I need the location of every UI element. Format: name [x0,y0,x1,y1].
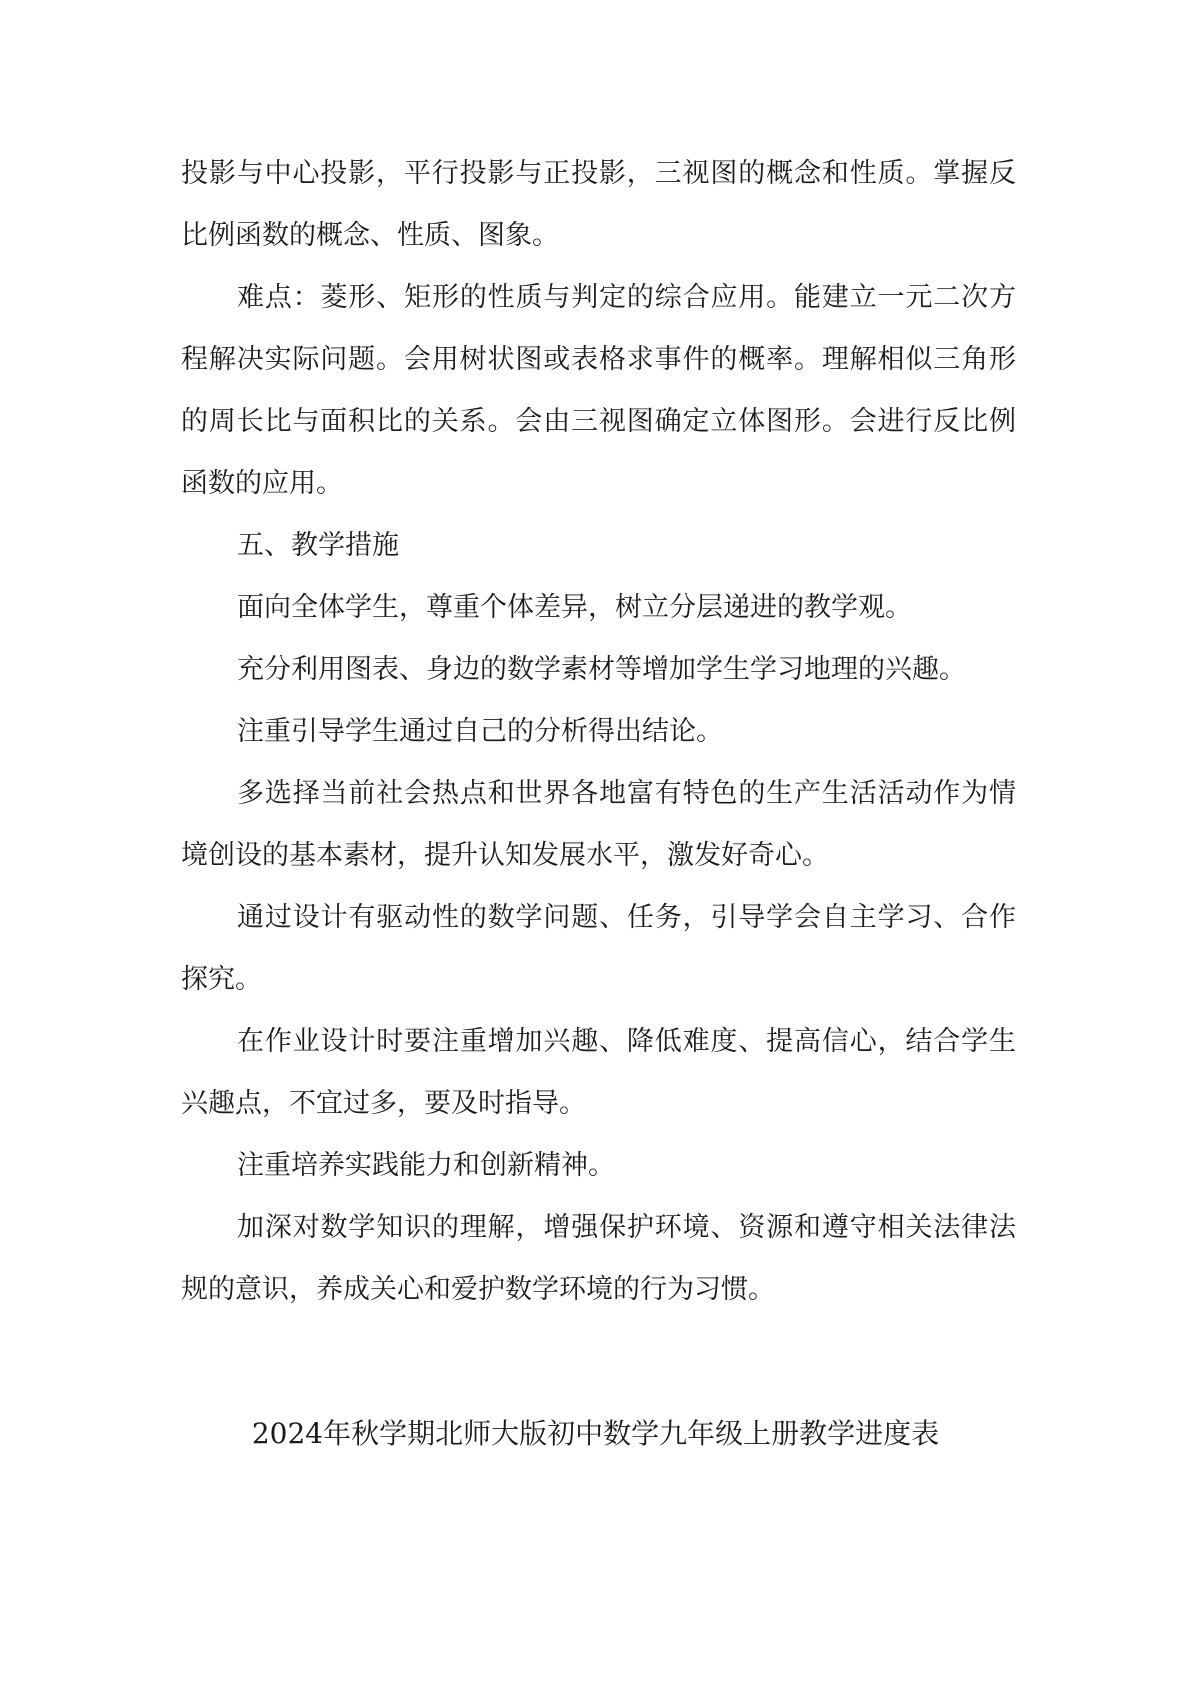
measure-item-3: 注重引导学生通过自己的分析得出结论。 [237,716,723,747]
measure-item-7: 注重培养实践能力和创新精神。 [237,1150,615,1181]
measure-item-8: 加深对数学知识的理解，增强保护环境、资源和遵守相关法律法规的意识，养成关心和爱护数学环境的行为习惯。 [181,1212,1016,1305]
measure-item-5: 通过设计有驱动性的数学问题、任务，引导学会自主学习、合作探究。 [181,902,1016,995]
paragraph-difficulties: 难点：菱形、矩形的性质与判定的综合应用。能建立一元二次方程解决实际问题。会用树状图或表格求事件的概率。理解相似三角形的周长比与面积比的关系。会由三视图确定立体图形。会进行反比例函数的应用。 [181,282,1016,499]
paragraph-continued: 投影与中心投影，平行投影与正投影，三视图的概念和性质。掌握反比例函数的概念、性质、图象。 [181,158,1016,251]
document-body [181,143,1016,1321]
section-heading: 五、教学措施 [237,530,399,561]
measure-item-4: 多选择当前社会热点和世界各地富有特色的生产生活活动作为情境创设的基本素材，提升认知发展水平，激发好奇心。 [181,778,1016,871]
measure-item-6: 在作业设计时要注重增加兴趣、降低难度、提高信心，结合学生兴趣点，不宜过多，要及时指导。 [181,1026,1016,1119]
schedule-title: 2024年秋学期北师大版初中数学九年级上册教学进度表 [251,1417,940,1450]
measure-item-1: 面向全体学生，尊重个体差异，树立分层递进的教学观。 [237,592,912,623]
measure-item-2: 充分利用图表、身边的数学素材等增加学生学习地理的兴趣。 [237,654,966,685]
